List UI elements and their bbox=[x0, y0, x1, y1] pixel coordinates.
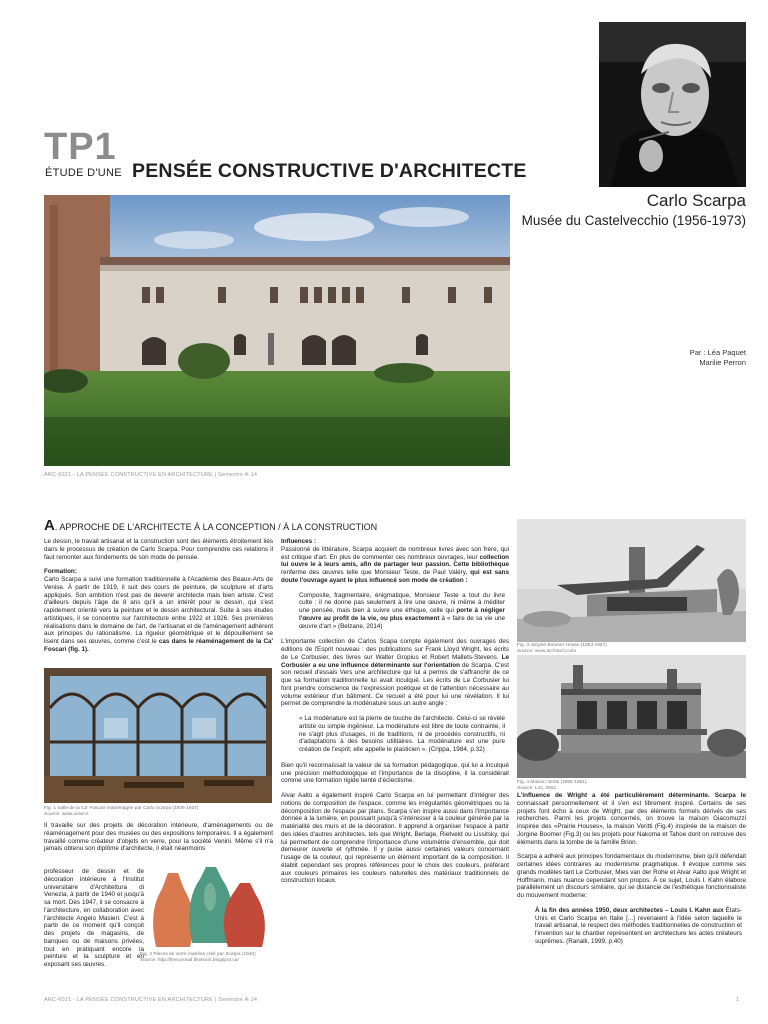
column-1 bbox=[44, 538, 273, 654]
section-heading: . APPROCHE DE L'ARCHITECTE À LA CONCEPTION / À LA CONSTRUCTION bbox=[54, 522, 378, 532]
quote-teste-end: à « faire de sa vie une œuvre d'art » (Belzane, 2014) bbox=[299, 614, 505, 630]
quote-kahn-highlight: À la fin des années 1950, deux architectes – Louis I. Kahn aux bbox=[535, 906, 724, 914]
wright-highlight: L'influence de Wright a été particulièrement déterminante. Scarpa le bbox=[517, 792, 746, 799]
collection-highlight: Le Corbusier a eu une influence déterminante sur l'orientation bbox=[281, 653, 510, 669]
figure-2-caption bbox=[140, 952, 275, 963]
quote-teste-text: Composite, fragmentaire, énigmatique, Monsieur Teste a tout du livre culte : il ne donne pas seulement à lire une œuvre, ni même à méditer une pensée, mais bien à suivre une éthique, celle qui bbox=[299, 591, 505, 614]
museum-subtitle: Musée du Castelvecchio (1956-1973) bbox=[521, 213, 746, 228]
career-paragraph bbox=[44, 868, 144, 969]
quote-teste-highlight: porte à négliger l'œuvre au profit de la vie, ou plus exactement bbox=[299, 607, 505, 622]
column-3 bbox=[517, 792, 746, 946]
figure-3-caption bbox=[517, 643, 746, 654]
quote-teste bbox=[281, 592, 509, 631]
author-line-2: Marilie Perron bbox=[699, 358, 746, 367]
subtitle-etude: ÉTUDE D'UNE bbox=[45, 167, 122, 179]
page-title: PENSÉE CONSTRUCTIVE D'ARCHITECTE bbox=[132, 160, 527, 182]
authors bbox=[600, 348, 746, 368]
figure-3-title: Fig. 3 Jorgine Boomer House (1953-1957) bbox=[517, 643, 607, 648]
figure-4-caption bbox=[517, 780, 746, 791]
figure-2-title: Fig. 2 Pièces de verre mariées créé par Scarpa (1940) bbox=[140, 952, 256, 957]
section-a-title bbox=[44, 517, 377, 534]
quote-kahn-text: États-Unis et Carlo Scarpa en Italie [...] revenaient à l'idée selon laquelle le travail artisanal, le respect des méthodes traditionnelles de construction et l'invention sur le chantier représentent en architecture les actes créateurs suprêmes. (Ranalli, 1999, p.40) bbox=[535, 906, 742, 945]
wright-paragraph bbox=[517, 792, 746, 846]
collection-text: L'importante collection de Carlos Scapa compte également des ouvrages des éditions de l'Esprit nouveau : des publications sur Frank Lloyd Wright, les écrits de Le Corbusier, des livres sur Walter Gropius et Robert Mallets-Stevens. bbox=[281, 638, 509, 661]
quote-modenature: « La modénature est la pierre de touche de l'architecte. Celui-ci se révèle artiste ou simple ingénieur. La modénature est libre de toute contrainte, il ne s'agit plus d'usages, ni de traditions, ni de procédés constructifs, ni d'adaptations à des besoins utilitaires. La modénature est une pure création de l'esprit; elle appelle le plasticien ». (Crippa, 1984, p.32) bbox=[299, 715, 505, 753]
glass-text: Il travaille sur des projets de décoration intérieure, d'aménagements ou de réaménagement pour des musées ou des expositions temporaires. Il a également travaillé comme créateur d'objets en verre, pour la société Venini. Même s'il n'a jamais obtenu son diplôme d'architecte, il était néanmoins bbox=[44, 822, 273, 853]
formation-paragraph bbox=[44, 576, 273, 654]
modernism-paragraph: Scarpa a adhéré aux principes fondamentaux du modernisme, bien qu'il défendait certaines idées contraires au modernisme pragmatique. Il évoque comme ses grands modèles tant Le Corbusier, Mies van der Rohe et Alvar Aalto que Wright et Hoffmann, mais nuance cependant son propos. À ce sujet, Louis I. Kahn élabore parallèlement un discours similaire, qui se distancie de l'esthétique fonctionnaliste du mouvement moderne: bbox=[517, 853, 746, 899]
footer-bottom: ARC-6021 - LA PENSÉE CONSTRUCTIVE EN ARCHITECTURE | Semestre A-14 bbox=[44, 997, 258, 1003]
portrait-photo bbox=[599, 22, 746, 187]
figure-1-source: Source: www.unive.it bbox=[44, 811, 89, 817]
figure-4-title: Fig. 4 Maison Veritti (1955-1961) bbox=[517, 780, 587, 785]
page-number: 1 bbox=[736, 997, 740, 1003]
influences-highlight: collection lui ouvre le à leurs amis, afin de partager leur passion. Cette bibliothèque bbox=[281, 553, 510, 569]
section-letter: A bbox=[44, 517, 55, 534]
glass-vases-photo bbox=[144, 861, 273, 952]
career-text: professeur de dessin et de décoration intérieure à l'Institut universitaire d'Architettura di Venezia, à partir de 1940 et jusqu'à sa mort. Dès 1947, il se consacre à l'architecture, en collaboration avec l'architecte Angelo Masieri. C'est à partir de ce moment qu'il conçoit des projets de magasins, de banques ou de maisons privées, tout en pratiquant encore la peinture et la sculpture et en exposant ses œuvres. bbox=[44, 868, 144, 968]
author-line-1: Par : Léa Paquet bbox=[689, 348, 746, 357]
architect-name: Carlo Scarpa bbox=[646, 191, 746, 210]
veritti-house-photo bbox=[517, 655, 746, 778]
collection-text-2: de Scarpa. C'est son recueil d'essais Vers une architecture qui lui a permis de s'affranchir de ce que sa formation traditionnelle lui avait inculqué. Les écrits de Le Corbusier lui font prendre conscience de l'expression poétique et de l'attention nécessaire au volume extérieur d'un bâtiment. Ce recueil a été pour lui une révélation. Il lui permet de comprendre la modénature sous un autre angle : bbox=[281, 661, 510, 708]
wright-text: connaissait personnellement et il s'en est librement inspiré. Certains de ses projets font écho à ceux de Wright, par des éléments formels dérivés de ses recherches. Parmi les projets concernés, on trouve la maison Giacomuzzi inspirée des «Prairie Houses», la maison Veritti (Fig.4) inspirée de la maison de Jorgine Boomer (Fig.3) ou les projets pour Nakoma et Tahoe dont on retrouve des éléments dans la tombe de la famille Brion. bbox=[517, 799, 746, 846]
formation-heading: Formation: bbox=[44, 568, 77, 576]
column-2 bbox=[281, 538, 509, 885]
influences-heading: Influences : bbox=[281, 538, 316, 545]
footer-top: ARC-6021 - LA PENSÉE CONSTRUCTIVE EN ARCHITECTURE | Semestre A-14 bbox=[44, 472, 258, 478]
influences-paragraph bbox=[281, 546, 509, 585]
quote-kahn bbox=[517, 907, 746, 946]
tp-number: TP1 bbox=[44, 126, 117, 168]
collection-paragraph bbox=[281, 638, 509, 708]
glass-paragraph bbox=[44, 822, 273, 853]
influences-text: Passionné de littérature, Scarpa acquiert de nombreux livres avec son frère, qui est critique d'art. En plus de commenter ces nombreux ouvrages, leur bbox=[281, 545, 509, 561]
figure-4-source: Source: Los, 2002 bbox=[517, 785, 556, 791]
pedagogy-paragraph: Bien qu'il reconnaissait la valeur de sa formation pédagogique, qui lui a inculqué une précision méthodologique et l'importance de la discipline, il la considérait comme une formation rigide teinté d'éclectisme. bbox=[281, 761, 509, 785]
influences-highlight-2: qui est sans doute l'ouvrage ayant le plus influencé son mode de création : bbox=[281, 569, 509, 584]
formation-highlight: cas dans le réaménagement de la Ca' Foscari bbox=[44, 638, 273, 653]
figure-2-source: Source: http://thecoronal blossom.blogspot.ca/ bbox=[140, 957, 239, 963]
ca-foscari-photo bbox=[44, 668, 272, 803]
figure-1-caption bbox=[44, 806, 272, 817]
boomer-house-photo bbox=[517, 519, 746, 642]
aalto-paragraph: Alvar Aalto a également inspiré Carlo Scarpa en lui permettant d'intégrer des notions de composition de l'espace, comme les irrégularités géométriques ou la décomposition de l'espace par plans. Scarpa s'en inspire aussi dans l'importance donnée à la lumière, en poussant jusqu'à s'intéresser à la couleur générée par la matérialité des murs et de la décoration. Il apprend à organiser l'espace à partir des idées d'autres architectes, tels que Wright, Berlage, Rietveld ou Lissitsky, qui lui permettent de comprendre l'importance d'une volumétrie d'ensemble, qui doit demeurer ouverte et rythmée. Il y puise aussi certaines valeurs concernant l'usage de la couleur, qui représente un élément important de la composition. Il établit cependant ses propres références pour le choix des couleurs, préférant aux couleurs primaires les couleurs naturelles des matériaux traditionnels de construction locaux. bbox=[281, 792, 509, 885]
figure-3-source: Source: www.archinect.com bbox=[517, 648, 577, 654]
formation-text: Carlo Scarpa a suivi une formation traditionnelle à l'Académie des Beaux-Arts de Venise. À partir de 1919, il suit des cours de peinture, de sculpture et d'arts appliqués. Son ambition n'est pas de devenir architecte mais bien artiste. C'est d'ailleurs depuis l'âge de 8 ans qu'il a un intérêt pour le dessin, qui s'est rapidement orienté vers la peinture et le dessin architectural. Suite à ses études artistiques, il se concentre sur l'architecture entre 1922 et 1926. Ses premières réalisations dans le domaine de l'art, de l'artisanat et de l'aménagement adhèrent aux principes du rationalisme. La rigueur géométrique et le dépouillement se lisent dans ses œuvres, comme c'est le bbox=[44, 576, 273, 645]
figure-1-title: Fig. 1 Salle de la Ca' Foscari réaménagée par Carlo Scarpa (1935-1937) bbox=[44, 806, 199, 811]
castelvecchio-photo bbox=[44, 195, 510, 466]
formation-fig-ref: (fig. 1). bbox=[66, 645, 89, 653]
influences-text-2: renferme des œuvres telle que Monsieur Teste, de Paul Valéry, bbox=[281, 569, 468, 576]
intro-paragraph: Le dessin, le travail artisanal et la construction sont des éléments étroitement liés dans le processus de création de Carlo Scarpa. Pour comprendre ces relations il faut remonter aux fondements de son mode de pensée. bbox=[44, 538, 273, 561]
